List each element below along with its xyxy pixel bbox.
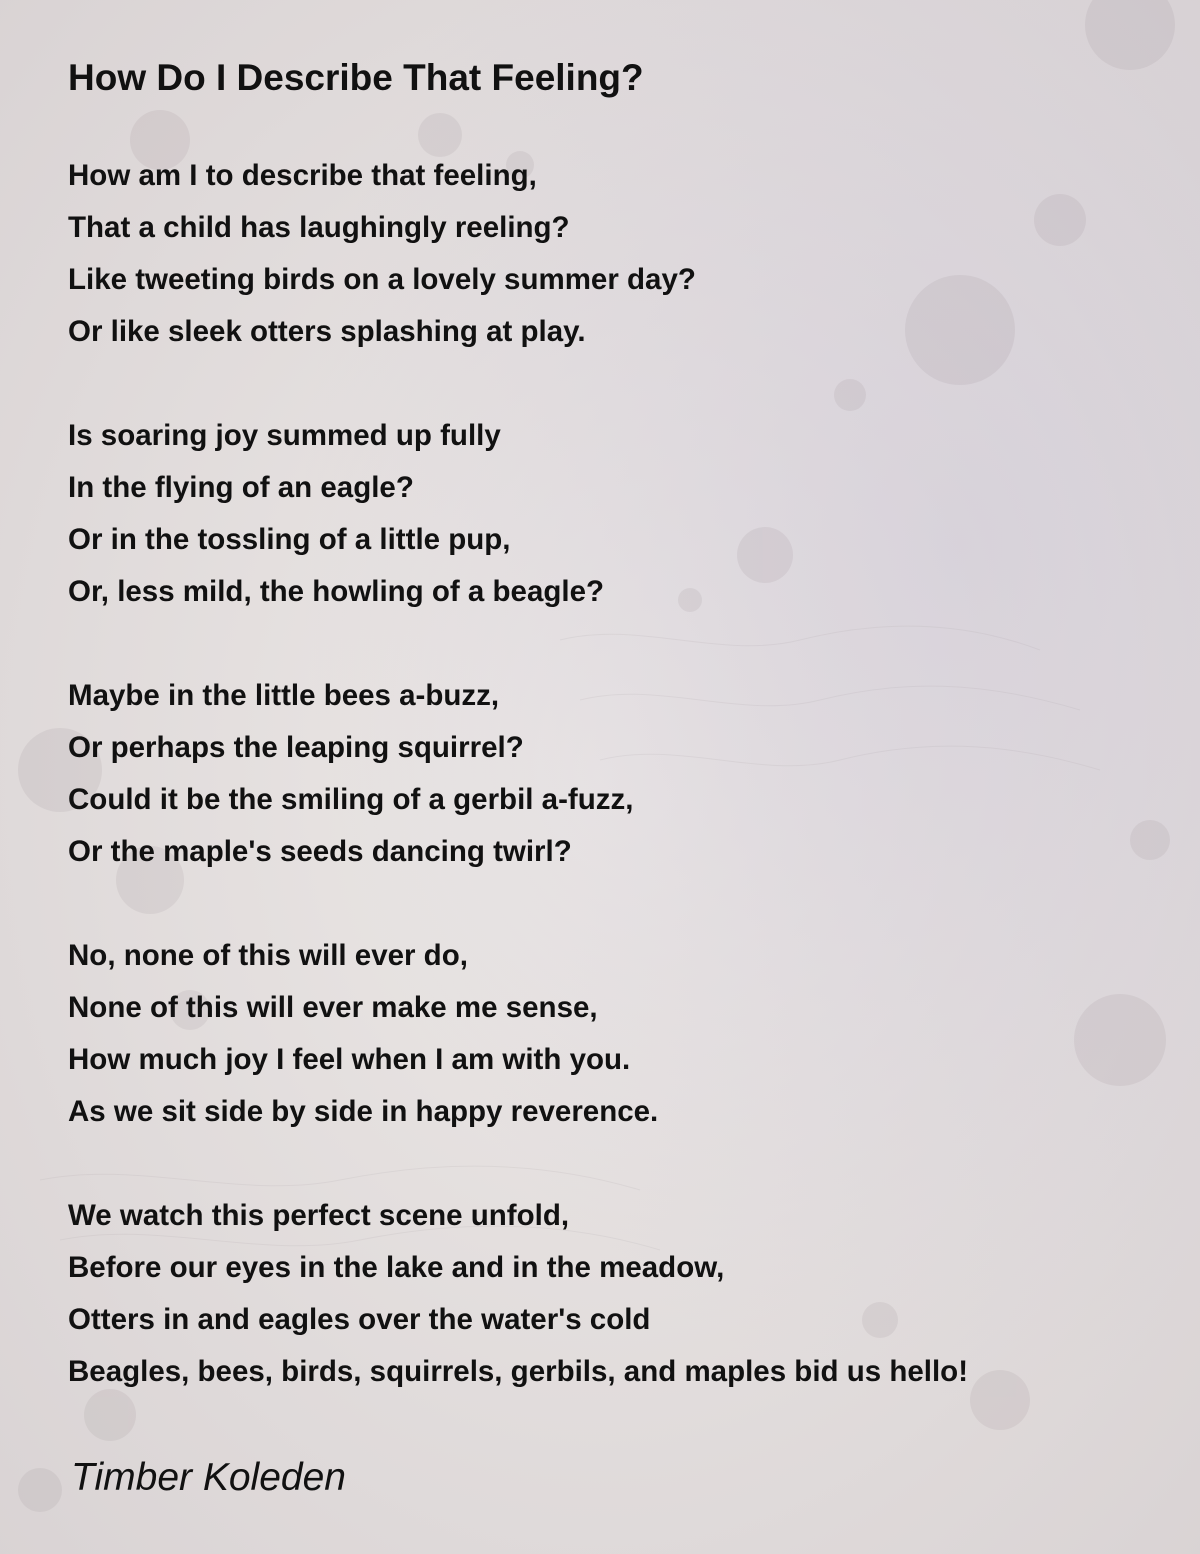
poem-line: Otters in and eagles over the water's cold xyxy=(68,1303,651,1336)
poem-line: None of this will ever make me sense, xyxy=(68,991,598,1024)
poem-title: How Do I Describe That Feeling? xyxy=(68,57,644,98)
stanza-2 xyxy=(68,410,968,618)
poem-line: Could it be the smiling of a gerbil a-fuzz, xyxy=(68,783,634,816)
poem-author: Timber Koleden xyxy=(71,1456,346,1499)
poem-line: No, none of this will ever do, xyxy=(68,939,468,972)
poem-line: Like tweeting birds on a lovely summer day? xyxy=(68,263,696,296)
poem-line: Beagles, bees, birds, squirrels, gerbils, and maples bid us hello! xyxy=(68,1355,969,1388)
poem-line: In the flying of an eagle? xyxy=(68,471,414,504)
stanza-5 xyxy=(68,1190,968,1398)
stanza-4 xyxy=(68,930,968,1138)
poem-body xyxy=(68,150,968,1450)
poem-line: Or like sleek otters splashing at play. xyxy=(68,315,586,348)
poem-line: We watch this perfect scene unfold, xyxy=(68,1199,570,1232)
poem-line: Maybe in the little bees a-buzz, xyxy=(68,679,500,712)
poem-line: Before our eyes in the lake and in the meadow, xyxy=(68,1251,725,1284)
poem-line: Is soaring joy summed up fully xyxy=(68,419,501,452)
stanza-1 xyxy=(68,150,968,358)
poem-line: Or the maple's seeds dancing twirl? xyxy=(68,835,572,868)
poem-line: As we sit side by side in happy reverence. xyxy=(68,1095,659,1128)
poem-line: Or perhaps the leaping squirrel? xyxy=(68,731,524,764)
stanza-3 xyxy=(68,670,968,878)
poem-line: Or, less mild, the howling of a beagle? xyxy=(68,575,605,608)
poem-line: How am I to describe that feeling, xyxy=(68,159,537,192)
poem-line: Or in the tossling of a little pup, xyxy=(68,523,511,556)
poem-line: How much joy I feel when I am with you. xyxy=(68,1043,631,1076)
poem-line: That a child has laughingly reeling? xyxy=(68,211,570,244)
